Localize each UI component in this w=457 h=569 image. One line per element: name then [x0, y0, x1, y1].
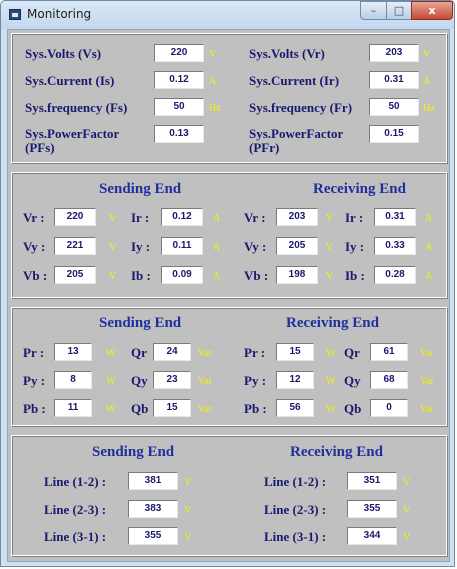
qr-r-label: Qr: [344, 345, 360, 360]
sys-current-s-field[interactable]: 0.12: [154, 71, 204, 89]
sys-powerfactor-s-label: Sys.PowerFactor (PFs): [25, 126, 119, 155]
qb-r-unit: Var: [420, 404, 434, 415]
vy-r-label: Vy :: [244, 239, 267, 254]
qy-s-unit: Var: [198, 376, 212, 387]
sys-volts-s-unit: V: [209, 49, 217, 60]
sys-volts-r-field[interactable]: 203: [369, 44, 419, 62]
iy-r-label: Iy :: [345, 239, 365, 254]
pr-r-field[interactable]: 15: [276, 343, 314, 361]
line-23-s-unit: V: [184, 505, 192, 516]
sys-powerfactor-r-field[interactable]: 0.15: [369, 125, 419, 143]
pb-s-unit: W: [106, 404, 116, 415]
line-23-r-unit: V: [403, 505, 411, 516]
pb-r-label: Pb :: [244, 401, 267, 416]
client-area: [7, 29, 450, 562]
qb-r-label: Qb: [344, 401, 362, 416]
vb-s-unit: V: [109, 271, 117, 282]
line-31-s-label: Line (3-1) :: [44, 529, 107, 544]
py-r-unit: W: [326, 376, 336, 387]
iy-s-unit: A: [213, 242, 221, 253]
iy-r-unit: A: [425, 242, 433, 253]
pb-r-field[interactable]: 56: [276, 399, 314, 417]
vb-r-unit: V: [326, 271, 334, 282]
vb-s-label: Vb :: [23, 268, 48, 283]
qr-s-label: Qr: [131, 345, 147, 360]
qb-s-label: Qb: [131, 401, 149, 416]
line-12-s-unit: V: [184, 477, 192, 488]
vb-r-field[interactable]: 198: [276, 266, 318, 284]
line-12-r-field[interactable]: 351: [347, 472, 397, 490]
qr-r-field[interactable]: 61: [370, 343, 408, 361]
iy-s-field[interactable]: 0.11: [161, 237, 203, 255]
sys-volts-s-label: Sys.Volts (Vs): [25, 46, 102, 61]
sys-volts-s-field[interactable]: 220: [154, 44, 204, 62]
line-12-s-field[interactable]: 381: [128, 472, 178, 490]
vr-s-label: Vr :: [23, 210, 45, 225]
minimize-button[interactable]: –: [360, 1, 387, 20]
line-23-r-label: Line (2-3) :: [264, 502, 327, 517]
ib-s-field[interactable]: 0.09: [161, 266, 203, 284]
vy-s-field[interactable]: 221: [54, 237, 96, 255]
pr-s-label: Pr :: [23, 345, 45, 360]
sys-volts-r-label: Sys.Volts (Vr): [249, 46, 325, 61]
line-31-r-field[interactable]: 344: [347, 527, 397, 545]
ir-r-unit: A: [425, 213, 433, 224]
pr-r-label: Pr :: [244, 345, 266, 360]
qy-r-unit: Var: [420, 376, 434, 387]
line-12-s-label: Line (1-2) :: [44, 474, 107, 489]
line-23-s-field[interactable]: 383: [128, 500, 178, 518]
vr-r-field[interactable]: 203: [276, 208, 318, 226]
ib-r-unit: A: [425, 271, 433, 282]
vy-s-unit: V: [109, 242, 117, 253]
sys-frequency-r-label: Sys.frequency (Fr): [249, 100, 353, 115]
sys-current-s-label: Sys.Current (Is): [25, 73, 115, 88]
line-receiving-end-heading: Receiving End: [290, 444, 383, 460]
sys-frequency-s-label: Sys.frequency (Fs): [25, 100, 128, 115]
line-23-r-field[interactable]: 355: [347, 500, 397, 518]
power-receiving-end-heading: Receiving End: [286, 315, 379, 331]
title-bar[interactable]: [1, 1, 454, 29]
ib-r-field[interactable]: 0.28: [374, 266, 416, 284]
vr-r-unit: V: [326, 213, 334, 224]
line-31-r-unit: V: [403, 532, 411, 543]
iy-r-field[interactable]: 0.33: [374, 237, 416, 255]
py-r-field[interactable]: 12: [276, 371, 314, 389]
py-r-label: Py :: [244, 373, 267, 388]
sys-powerfactor-r-label: Sys.PowerFactor (PFr): [249, 126, 343, 155]
pb-s-label: Pb :: [23, 401, 46, 416]
vy-r-field[interactable]: 205: [276, 237, 318, 255]
line-sending-end-heading: Sending End: [92, 444, 175, 460]
line-31-s-unit: V: [184, 532, 192, 543]
iy-s-label: Iy :: [131, 239, 151, 254]
ir-r-label: Ir :: [345, 210, 364, 225]
vb-r-label: Vb :: [244, 268, 269, 283]
qb-s-unit: Var: [198, 404, 212, 415]
ib-r-label: Ib :: [345, 268, 365, 283]
vi-sending-end-heading: Sending End: [99, 181, 182, 197]
qy-s-label: Qy: [131, 373, 148, 388]
vb-s-field[interactable]: 205: [54, 266, 96, 284]
vy-r-unit: V: [326, 242, 334, 253]
sys-volts-r-unit: V: [423, 49, 431, 60]
ib-s-label: Ib :: [131, 268, 151, 283]
line-23-s-label: Line (2-3) :: [44, 502, 107, 517]
py-s-unit: W: [106, 376, 116, 387]
py-s-label: Py :: [23, 373, 46, 388]
qy-r-field[interactable]: 68: [370, 371, 408, 389]
sys-current-r-field[interactable]: 0.31: [369, 71, 419, 89]
qr-s-field[interactable]: 24: [153, 343, 191, 361]
qb-r-field[interactable]: 0: [370, 399, 408, 417]
vr-s-field[interactable]: 220: [54, 208, 96, 226]
line-31-s-field[interactable]: 355: [128, 527, 178, 545]
close-button[interactable]: x: [411, 1, 453, 20]
ir-s-unit: A: [213, 213, 221, 224]
py-s-field[interactable]: 8: [54, 371, 92, 389]
ib-s-unit: A: [213, 271, 221, 282]
sys-current-r-unit: A: [423, 76, 431, 87]
sys-frequency-r-unit: Hz: [423, 103, 435, 114]
ir-s-label: Ir :: [131, 210, 150, 225]
pr-s-unit: W: [106, 348, 116, 359]
line-12-r-unit: V: [403, 477, 411, 488]
sys-frequency-r-field[interactable]: 50: [369, 98, 419, 116]
window-title: Monitoring: [27, 7, 92, 21]
ir-s-field[interactable]: 0.12: [161, 208, 203, 226]
ir-r-field[interactable]: 0.31: [374, 208, 416, 226]
vi-receiving-end-heading: Receiving End: [313, 181, 406, 197]
vr-s-unit: V: [109, 213, 117, 224]
qr-s-unit: Var: [198, 348, 212, 359]
maximize-button[interactable]: □: [386, 1, 412, 20]
app-window-icon: [9, 9, 21, 20]
qy-s-field[interactable]: 23: [153, 371, 191, 389]
qr-r-unit: Var: [420, 348, 434, 359]
sys-current-r-label: Sys.Current (Ir): [249, 73, 340, 88]
pr-r-unit: W: [326, 348, 336, 359]
pb-s-field[interactable]: 11: [54, 399, 92, 417]
line-12-r-label: Line (1-2) :: [264, 474, 327, 489]
pb-r-unit: W: [326, 404, 336, 415]
qy-r-label: Qy: [344, 373, 361, 388]
sys-frequency-s-field[interactable]: 50: [154, 98, 204, 116]
vy-s-label: Vy :: [23, 239, 46, 254]
qb-s-field[interactable]: 15: [153, 399, 191, 417]
sys-current-s-unit: A: [209, 76, 217, 87]
sys-frequency-s-unit: Hz: [209, 103, 221, 114]
vr-r-label: Vr :: [244, 210, 266, 225]
power-sending-end-heading: Sending End: [99, 315, 182, 331]
sys-powerfactor-s-field[interactable]: 0.13: [154, 125, 204, 143]
pr-s-field[interactable]: 13: [54, 343, 92, 361]
line-31-r-label: Line (3-1) :: [264, 529, 327, 544]
